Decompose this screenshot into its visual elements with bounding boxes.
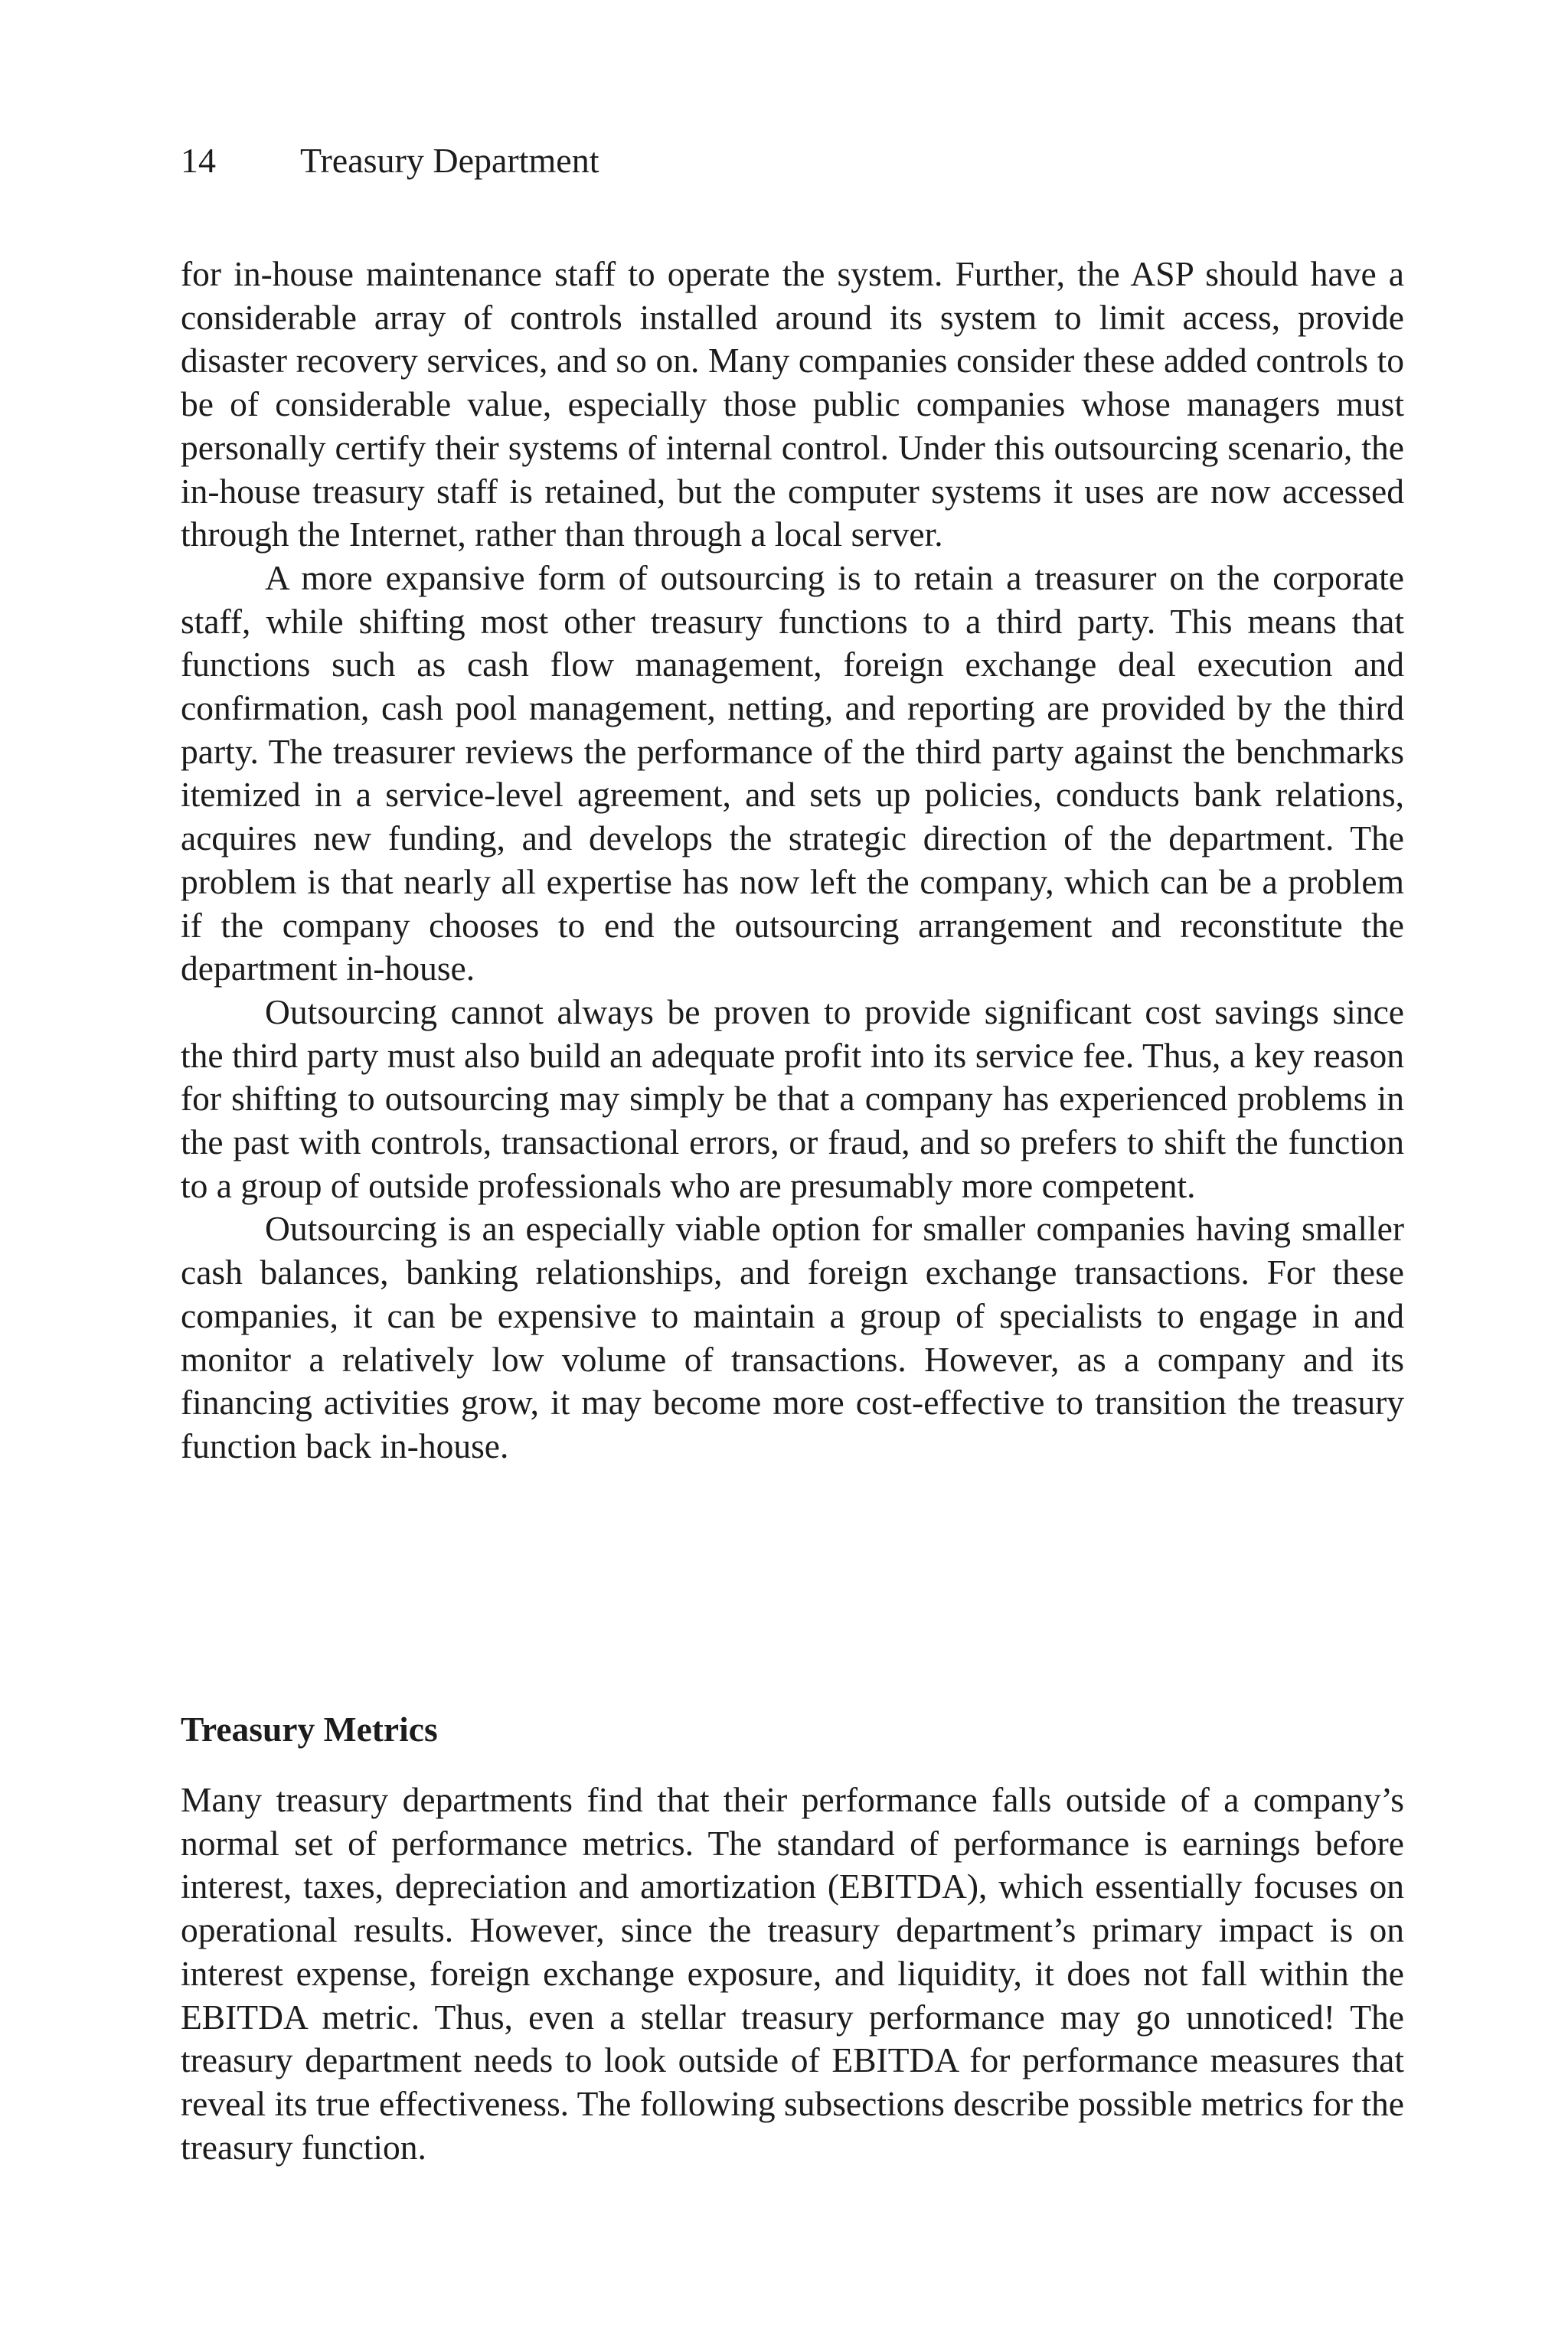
running-head [181,138,599,184]
section-paragraph: Many treasury departments find that their performance falls outside of a company’s normal set of performance metrics. The standard of performance is earnings before interest, taxes, depreciation and amortization (EBITDA), which essentially focuses on operational results. However, since the treasury department’s primary impact is on interest expense, foreign exchange exposure, and liquidity, it does not fall within the EBITDA metric. Thus, even a stellar treasury performance may go unnoticed! The treasury department needs to look outside of EBITDA for performance measures that reveal its true effectiveness. The following subsections describe possible metrics for the treasury function. [181,1780,1404,2167]
page-number: 14 [181,141,216,180]
paragraph: Outsourcing is an especially viable option for smaller companies having smaller cash balances, banking relationships, and foreign exchange transactions. For these companies, it can be expensive to maintain a group of specialists to engage in and monitor a relatively low volume of transactions. However, as a company and its financing activities grow, it may become more cost-effective to transition the treasury function back in-house. [181,1209,1404,1465]
section-heading: Treasury Metrics [181,1710,438,1749]
paragraph-continued: for in-house maintenance staff to operate the system. Further, the ASP should have a considerable array of controls installed around its system to limit access, provide disaster recovery services, and so on. Many companies consider these added controls to be of considerable value, especially those public companies whose managers must personally certify their systems of internal control. Under this outsourcing scenario, the in-house treasury staff is retained, but the computer systems it uses are now accessed through the Internet, rather than through a local server. [181,254,1404,554]
running-head-title: Treasury Department [300,141,599,180]
paragraph: Outsourcing cannot always be proven to provide significant cost savings since the third party must also build an adequate profit into its service fee. Thus, a key reason for shifting to outsourcing may simply be that a company has experienced problems in the past with controls, transactional errors, or fraud, and so prefers to shift the function to a group of outside professionals who are presumably more competent. [181,991,1404,1205]
section-body [181,1779,1404,2169]
body-text [181,253,1404,1468]
paragraph: A more expansive form of outsourcing is to retain a treasurer on the corporate staff, while shifting most other treasury functions to a third party. This means that functions such as cash flow management, foreign exchange deal execution and confirmation, cash pool management, netting, and reporting are provided by the third party. The treasurer reviews the performance of the third party against the benchmarks itemized in a service-level agreement, and sets up policies, conducts bank relations, acquires new funding, and develops the strategic direction of the department. The problem is that nearly all expertise has now left the company, which can be a problem if the company chooses to end the outsourcing arrangement and reconstitute the department in-house. [181,557,1404,988]
